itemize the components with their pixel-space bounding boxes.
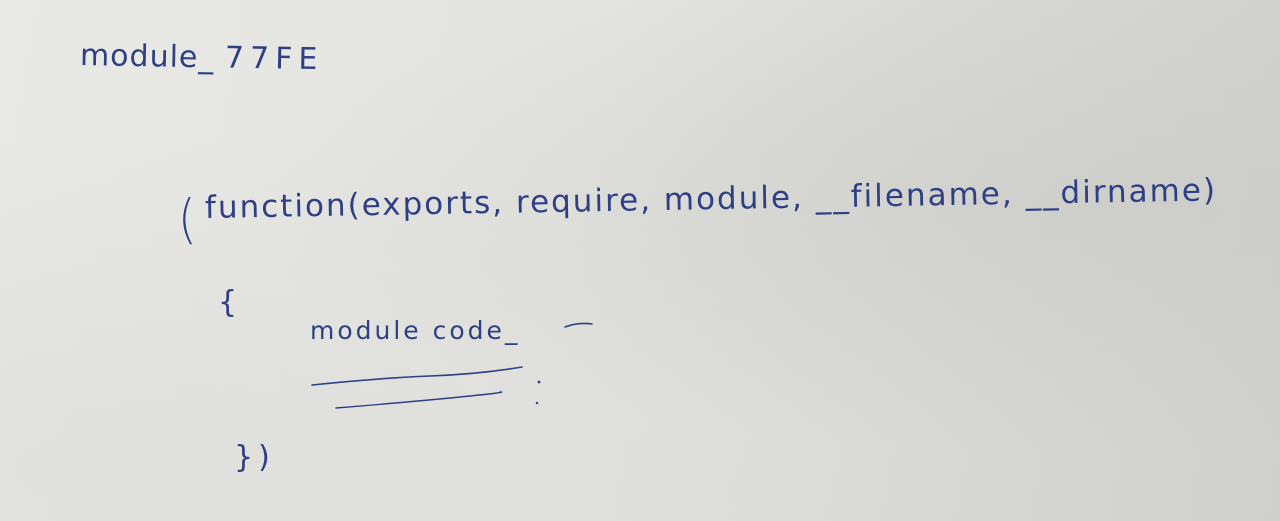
heading-number: 77FE — [224, 40, 324, 78]
ink-dot-1 — [538, 381, 541, 384]
underline-stroke-1 — [312, 367, 522, 385]
ink-dot-2 — [536, 402, 538, 404]
closing-brace-paren: }) — [234, 440, 275, 475]
wrapper-open-paren: ( — [177, 187, 198, 251]
heading-label: module_ — [79, 38, 215, 76]
trailing-dash — [565, 323, 592, 327]
open-brace: { — [218, 285, 239, 320]
underline-stroke-2 — [336, 392, 502, 408]
module-code-text: module code_ — [310, 316, 521, 345]
function-signature: function(exports, require, module, __filename, __dirname) — [204, 172, 1218, 226]
note-heading — [80, 38, 324, 77]
